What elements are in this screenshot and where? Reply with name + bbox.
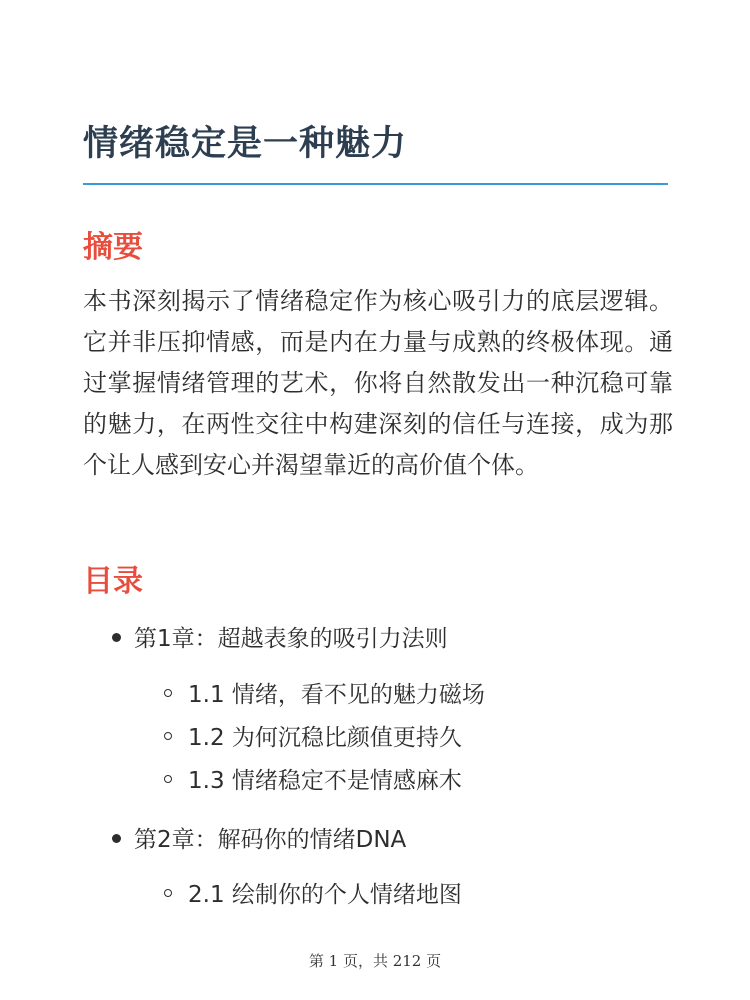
section-bullet-icon [164,689,172,697]
chapter-bullet-icon [112,834,121,843]
abstract-body: 本书深刻揭示了情绪稳定作为核心吸引力的底层逻辑。它并非压抑情感，而是内在力量与成熟的终极体现。通过掌握情绪管理的艺术，你将自然散发出一种沉稳可靠的魅力，在两性交往中构建深刻的信任与连接，成为那个让人感到安心并渴望靠近的高价值个体。 [83,287,673,479]
toc-section-1-1[interactable]: 1.1 情绪，看不见的魅力磁场 [188,682,485,708]
document-title: 情绪稳定是一种魅力 [83,124,408,164]
toc-section-1-3[interactable]: 1.3 情绪稳定不是情感麻木 [188,768,462,794]
toc-heading: 目录 [83,564,143,599]
section-bullet-icon [164,889,172,897]
toc-section-1-2[interactable]: 1.2 为何沉稳比颜值更持久 [188,725,462,751]
abstract-heading: 摘要 [83,230,143,265]
section-bullet-icon [164,775,172,783]
section-bullet-icon [164,732,172,740]
toc-chapter-2[interactable]: 第2章：解码你的情绪DNA [134,827,407,853]
title-divider [83,183,668,185]
toc-chapter-1[interactable]: 第1章：超越表象的吸引力法则 [134,626,448,652]
chapter-bullet-icon [112,633,121,642]
page-number-footer: 第 1 页，共 212 页 [308,952,442,970]
toc-section-2-1[interactable]: 2.1 绘制你的个人情绪地图 [188,882,462,908]
